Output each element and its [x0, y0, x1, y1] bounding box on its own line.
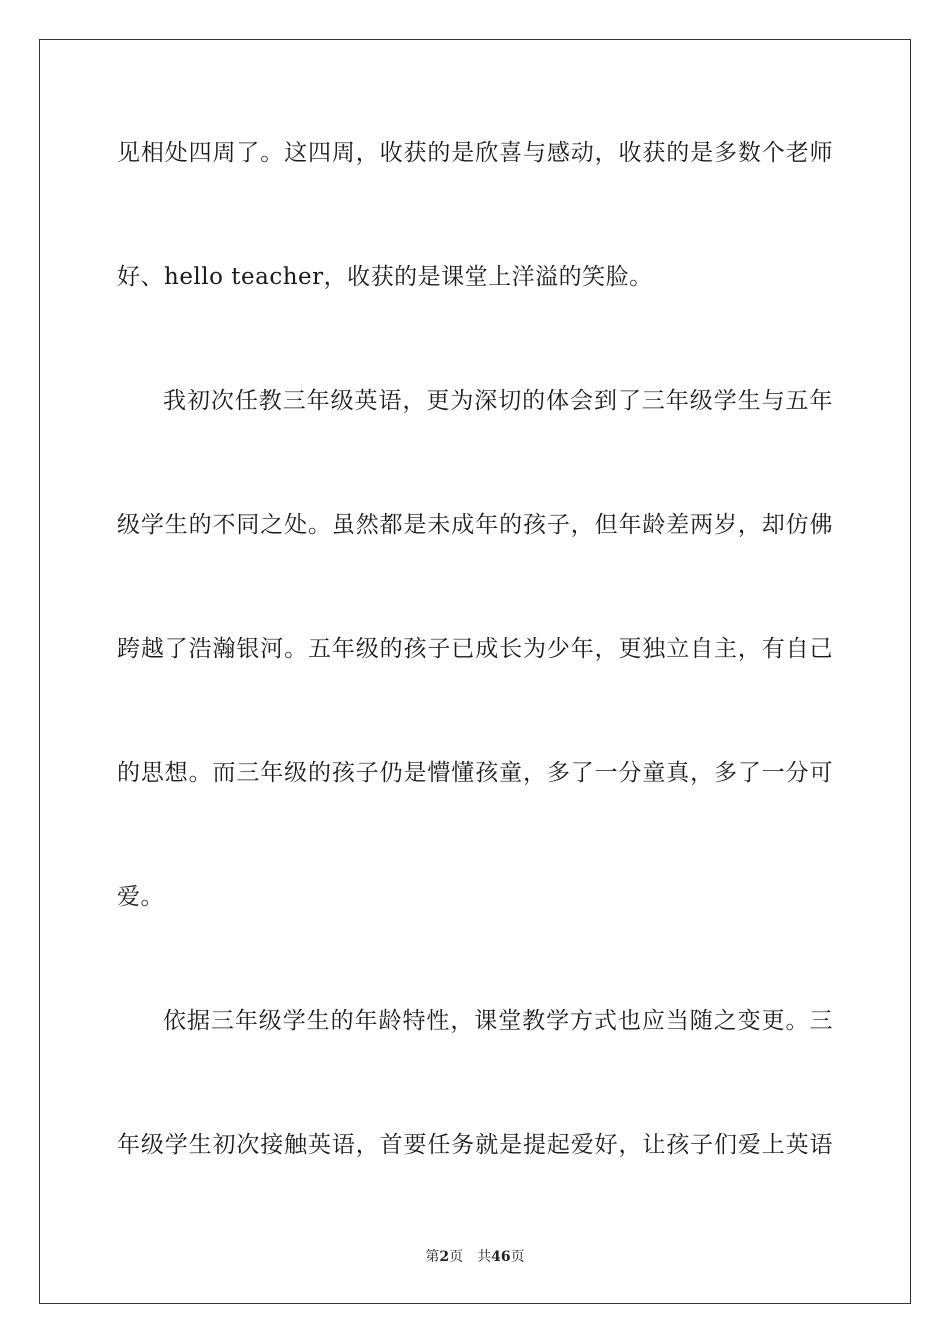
page-footer: [0, 1248, 950, 1266]
page-number: 2: [439, 1249, 450, 1265]
paragraph-line: 见相处四周了。这四周，收获的是欣喜与感动，收获的是多数个老师: [117, 140, 833, 166]
total-suffix: 页: [510, 1249, 525, 1265]
paragraph-line: 年级学生初次接触英语，首要任务就是提起爱好，让孩子们爱上英语: [117, 1132, 833, 1158]
paragraph-line: 的思想。而三年级的孩子仍是懵懂孩童，多了一分童真，多了一分可: [117, 760, 833, 786]
page-prefix: 第: [425, 1249, 440, 1265]
paragraph-line: 跨越了浩瀚银河。五年级的孩子已成长为少年，更独立自主，有自己: [117, 636, 833, 662]
paragraph-line: 爱。: [117, 884, 164, 910]
page-border: [39, 39, 911, 1304]
page-suffix: 页: [449, 1249, 464, 1265]
total-prefix: 共: [477, 1249, 492, 1265]
paragraph-line: 好、hello teacher，收获的是课堂上洋溢的笑脸。: [117, 264, 653, 290]
paragraph-line: 级学生的不同之处。虽然都是未成年的孩子，但年龄差两岁，却仿佛: [117, 512, 833, 538]
total-pages: 46: [491, 1249, 511, 1265]
paragraph-line: 我初次任教三年级英语，更为深切的体会到了三年级学生与五年: [163, 388, 833, 414]
paragraph-line: 依据三年级学生的年龄特性，课堂教学方式也应当随之变更。三: [163, 1008, 833, 1034]
